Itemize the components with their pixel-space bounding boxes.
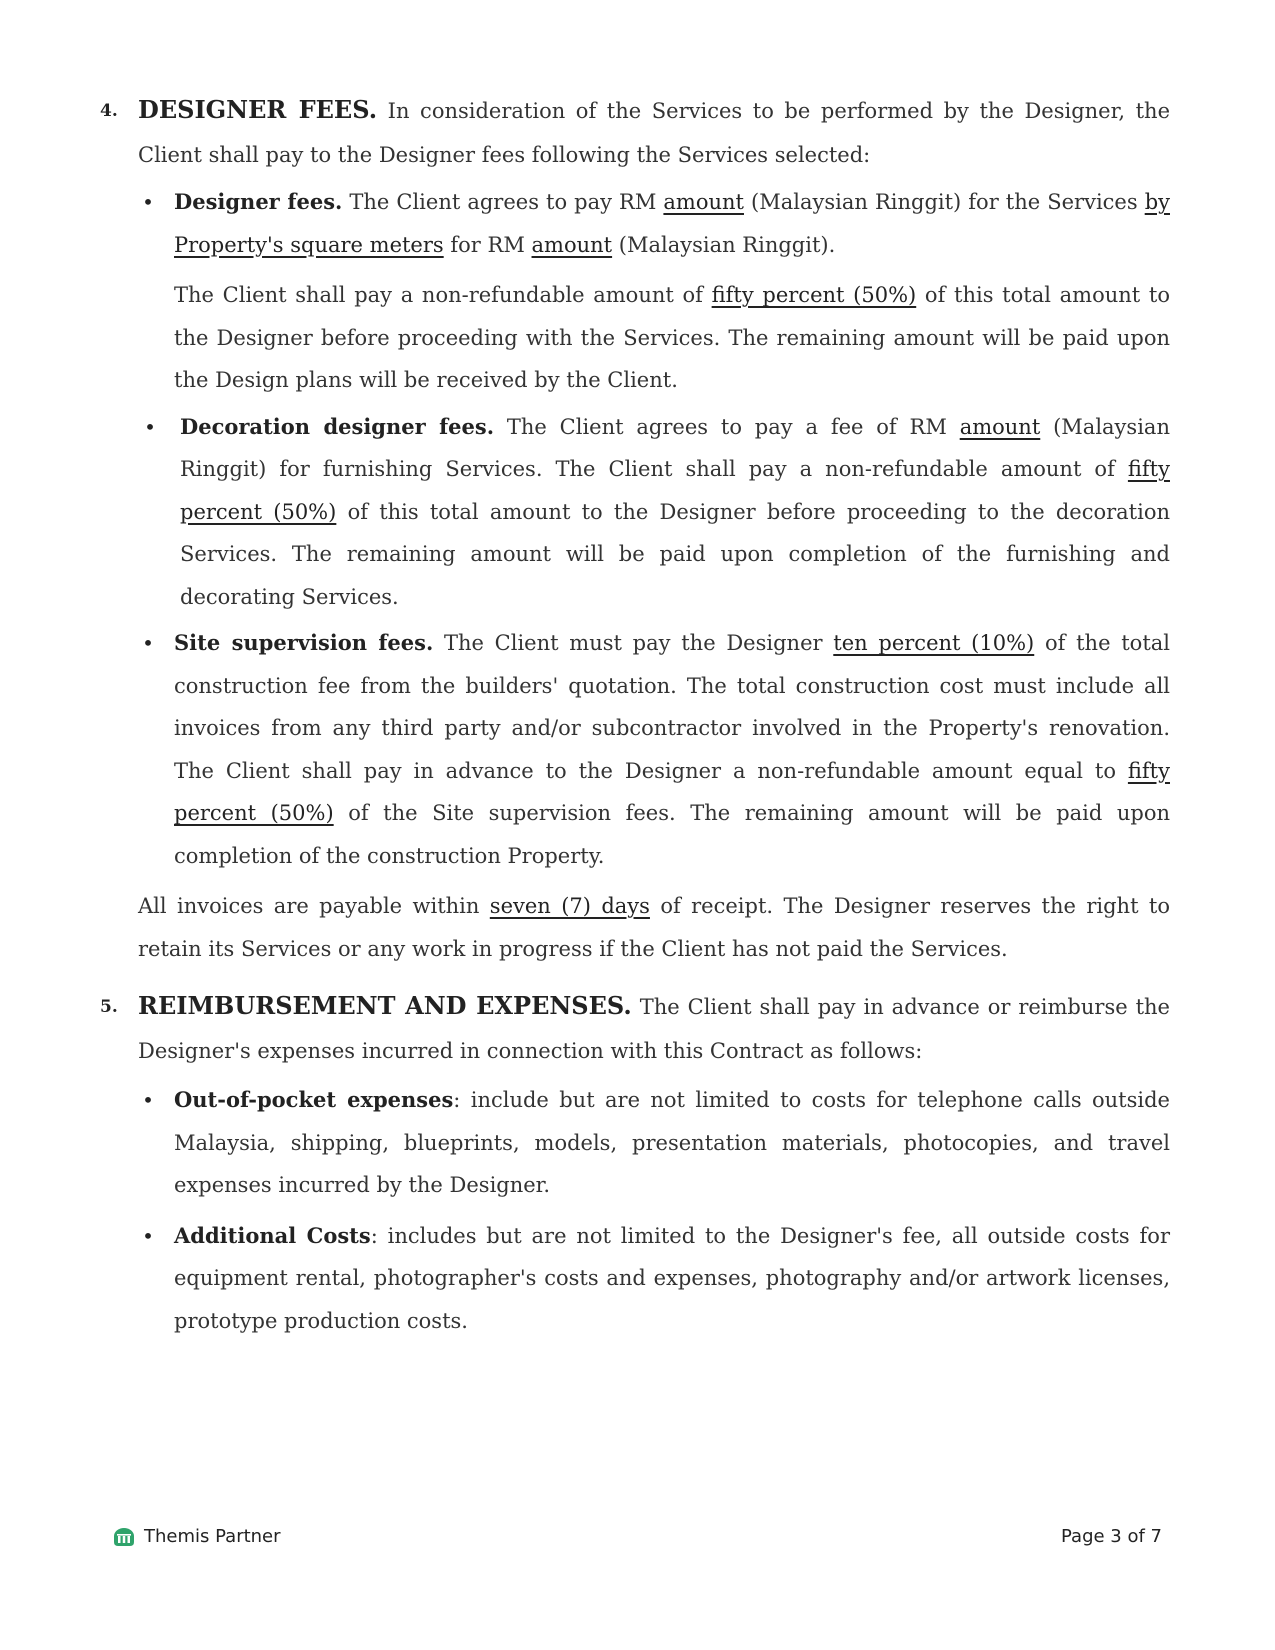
fill-in-field: fifty percent (50%)	[180, 457, 1170, 524]
page-number: Page 3 of 7	[1061, 1526, 1162, 1547]
bullet-text: : include but are not limited to costs for telephone calls outside Malaysia, shipping, blueprints, models, presentation materials, photocopies, and travel expenses incurred by the Designer.	[174, 1088, 1170, 1197]
fill-in-field: ten percent (10%)	[833, 631, 1035, 655]
bullet-term: Decoration designer fees.	[180, 413, 495, 439]
bullet-text: of this total amount to the Designer before proceeding to the decoration Services. The remaining amount will be paid upon completion of the furnishing and decorating Services.	[180, 499, 1170, 609]
bullet-text: of the Site supervision fees. The remaining amount will be paid upon completion of the construction Property.	[174, 801, 1170, 868]
bullet-paragraph	[174, 274, 1170, 402]
list-item	[142, 1079, 1170, 1207]
bullet-term: Designer fees.	[174, 189, 343, 214]
list-item	[144, 406, 1170, 619]
section-closing	[138, 885, 1170, 970]
bullet-term: Additional Costs	[174, 1222, 371, 1248]
bullet-text: (Malaysian Ringgit) for furnishing Services. The Client shall pay a non-refundable amount of	[180, 414, 1170, 481]
bullet-icon: •	[142, 190, 154, 214]
bullet-text: for RM	[450, 232, 525, 257]
bullet-text: of the total construction fee from the builders' quotation. The total construction cost must include all invoices from any third party and/or subcontractor involved in the Property's renovation. The Client shall pay in advance to the Designer a non-refundable amount equal to	[174, 631, 1170, 783]
section-title: DESIGNER FEES.	[138, 95, 378, 124]
fill-in-field: amount	[531, 232, 613, 257]
list-item	[142, 181, 1170, 266]
section-title: REIMBURSEMENT AND EXPENSES.	[138, 991, 632, 1020]
list-item	[142, 1215, 1170, 1343]
paragraph-text: of this total amount to the Designer before proceeding with the Services. The remaining amount will be paid upon the Design plans will be received by the Client.	[174, 283, 1170, 392]
brand-name: Themis Partner	[144, 1526, 281, 1547]
bullet-icon: •	[142, 631, 154, 655]
section-intro-text: In consideration of the Services to be performed by the Designer, the Client shall pay to the Designer fees following the Services selected:	[138, 99, 1170, 167]
fill-in-field: by Property's square meters	[174, 190, 1170, 257]
list-item	[142, 622, 1170, 877]
section-intro	[138, 984, 1170, 1073]
section-intro-text: The Client shall pay in advance or reimburse the Designer's expenses incurred in connection with this Contract as follows:	[138, 995, 1170, 1063]
bullet-text: The Client must pay the Designer	[444, 631, 823, 655]
bullet-term: Out-of-pocket expenses	[174, 1087, 454, 1112]
bullet-text: (Malaysian Ringgit).	[618, 232, 836, 257]
themis-logo-icon	[112, 1527, 136, 1547]
section-designer-fees	[100, 88, 1170, 970]
closing-text: of receipt. The Designer reserves the right to retain its Services or any work in progress if the Client has not paid the Services.	[138, 894, 1170, 961]
section-reimbursement	[100, 984, 1170, 1342]
fill-in-field: seven (7) days	[489, 894, 650, 918]
bullet-text: The Client agrees to pay RM	[349, 190, 657, 214]
paragraph-text: The Client shall pay a non-refundable amount of	[174, 283, 703, 307]
bullet-icon: •	[142, 1223, 154, 1248]
bullet-icon: •	[144, 414, 156, 439]
fill-in-field: amount	[663, 190, 744, 214]
section-number: 5.	[100, 997, 118, 1017]
bullet-text: (Malaysian Ringgit) for the Services	[751, 190, 1138, 214]
fill-in-field: amount	[959, 414, 1041, 439]
fill-in-field: fifty percent (50%)	[174, 758, 1170, 825]
section-intro	[138, 88, 1170, 177]
bullet-text: The Client agrees to pay a fee of RM	[506, 414, 947, 439]
fill-in-field: fifty percent (50%)	[711, 283, 917, 307]
page-footer	[112, 1524, 1162, 1554]
bullet-text: : includes but are not limited to the Designer's fee, all outside costs for equipment rental, photographer's costs and expenses, photography and/or artwork licenses, prototype production costs.	[174, 1223, 1170, 1333]
section-number: 4.	[100, 101, 118, 121]
brand-logo	[112, 1526, 281, 1547]
bullet-term: Site supervision fees.	[174, 630, 434, 655]
bullet-icon: •	[142, 1088, 154, 1112]
closing-text: All invoices are payable within	[138, 894, 480, 918]
